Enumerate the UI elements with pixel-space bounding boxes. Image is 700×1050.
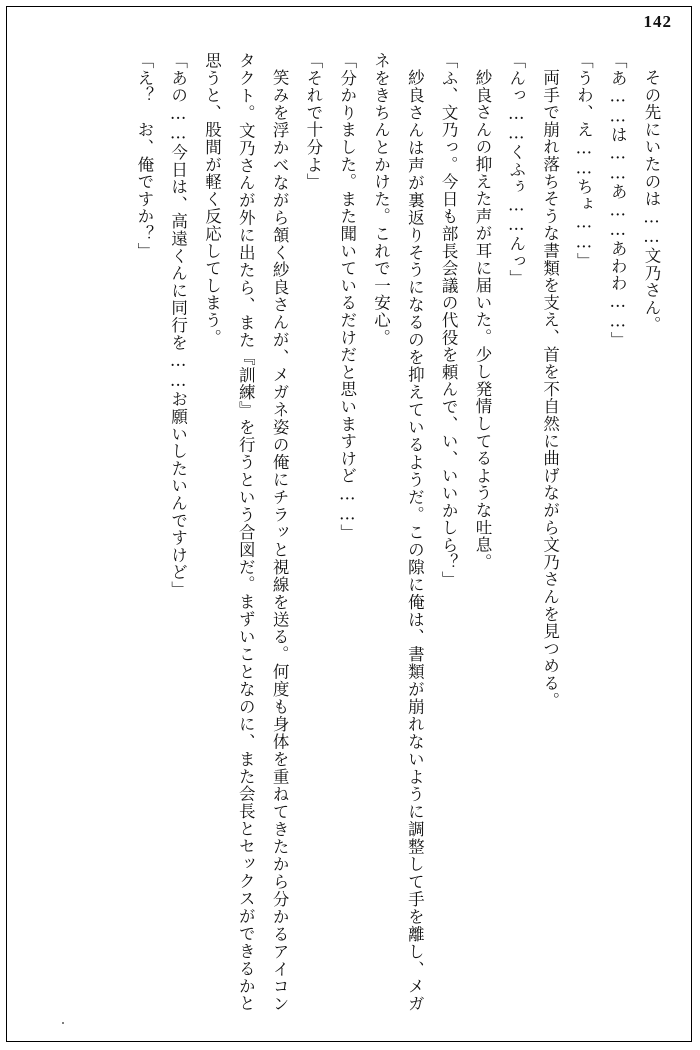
page-speck (62, 1022, 64, 1024)
novel-body-text (24, 52, 668, 1012)
page-number: 142 (643, 12, 672, 31)
paragraph: 紗良さんは声が裏返りそうになるのを抑えているようだ。この隙に俺は、書類が崩れないように調整して手を離し、メガネをきちんとかけた。これで一安心。 (371, 52, 425, 1012)
paragraph: 「分かりました。また聞いているだけだと思いますけど……」 (337, 52, 357, 542)
paragraph: 「それで十分よ」 (303, 52, 323, 191)
paragraph: 両手で崩れ落ちそうな書類を支え、首を不自然に曲げながら文乃さんを見つめる。 (540, 68, 560, 709)
paragraph: 「あの……今日は、高遠くんに同行を……お願いしたいんですけど」 (168, 52, 188, 599)
paragraph: 「んっ……くふぅ……んっ」 (506, 52, 526, 287)
paragraph: 「うわ、え……ちょ……」 (574, 52, 594, 270)
paragraph: 紗良さんの抑えた声が耳に届いた。少し発情してるような吐息。 (472, 68, 492, 571)
paragraph: 「あ……は……あ……あわわ……」 (608, 52, 628, 349)
paragraph: その先にいたのは……文乃さん。 (642, 68, 661, 333)
paragraph: 「え？ お、俺ですか？」 (134, 52, 154, 260)
paragraph: 「ふ、文乃っ。今日も部長会議の代役を頼んで、い、いいかしら？」 (439, 52, 459, 589)
paragraph: 笑みを浮かべながら頷く紗良さんが、メガネ姿の俺にチラッと視線を送る。何度も身体を重ねてきたから分かるアイコンタクト。文乃さんが外に出たら、また『訓練』を行うという合図だ。まずいことなのに、また会長とセックスができるかと思うと、股間が軽く反応してしまう。 (202, 52, 290, 1012)
